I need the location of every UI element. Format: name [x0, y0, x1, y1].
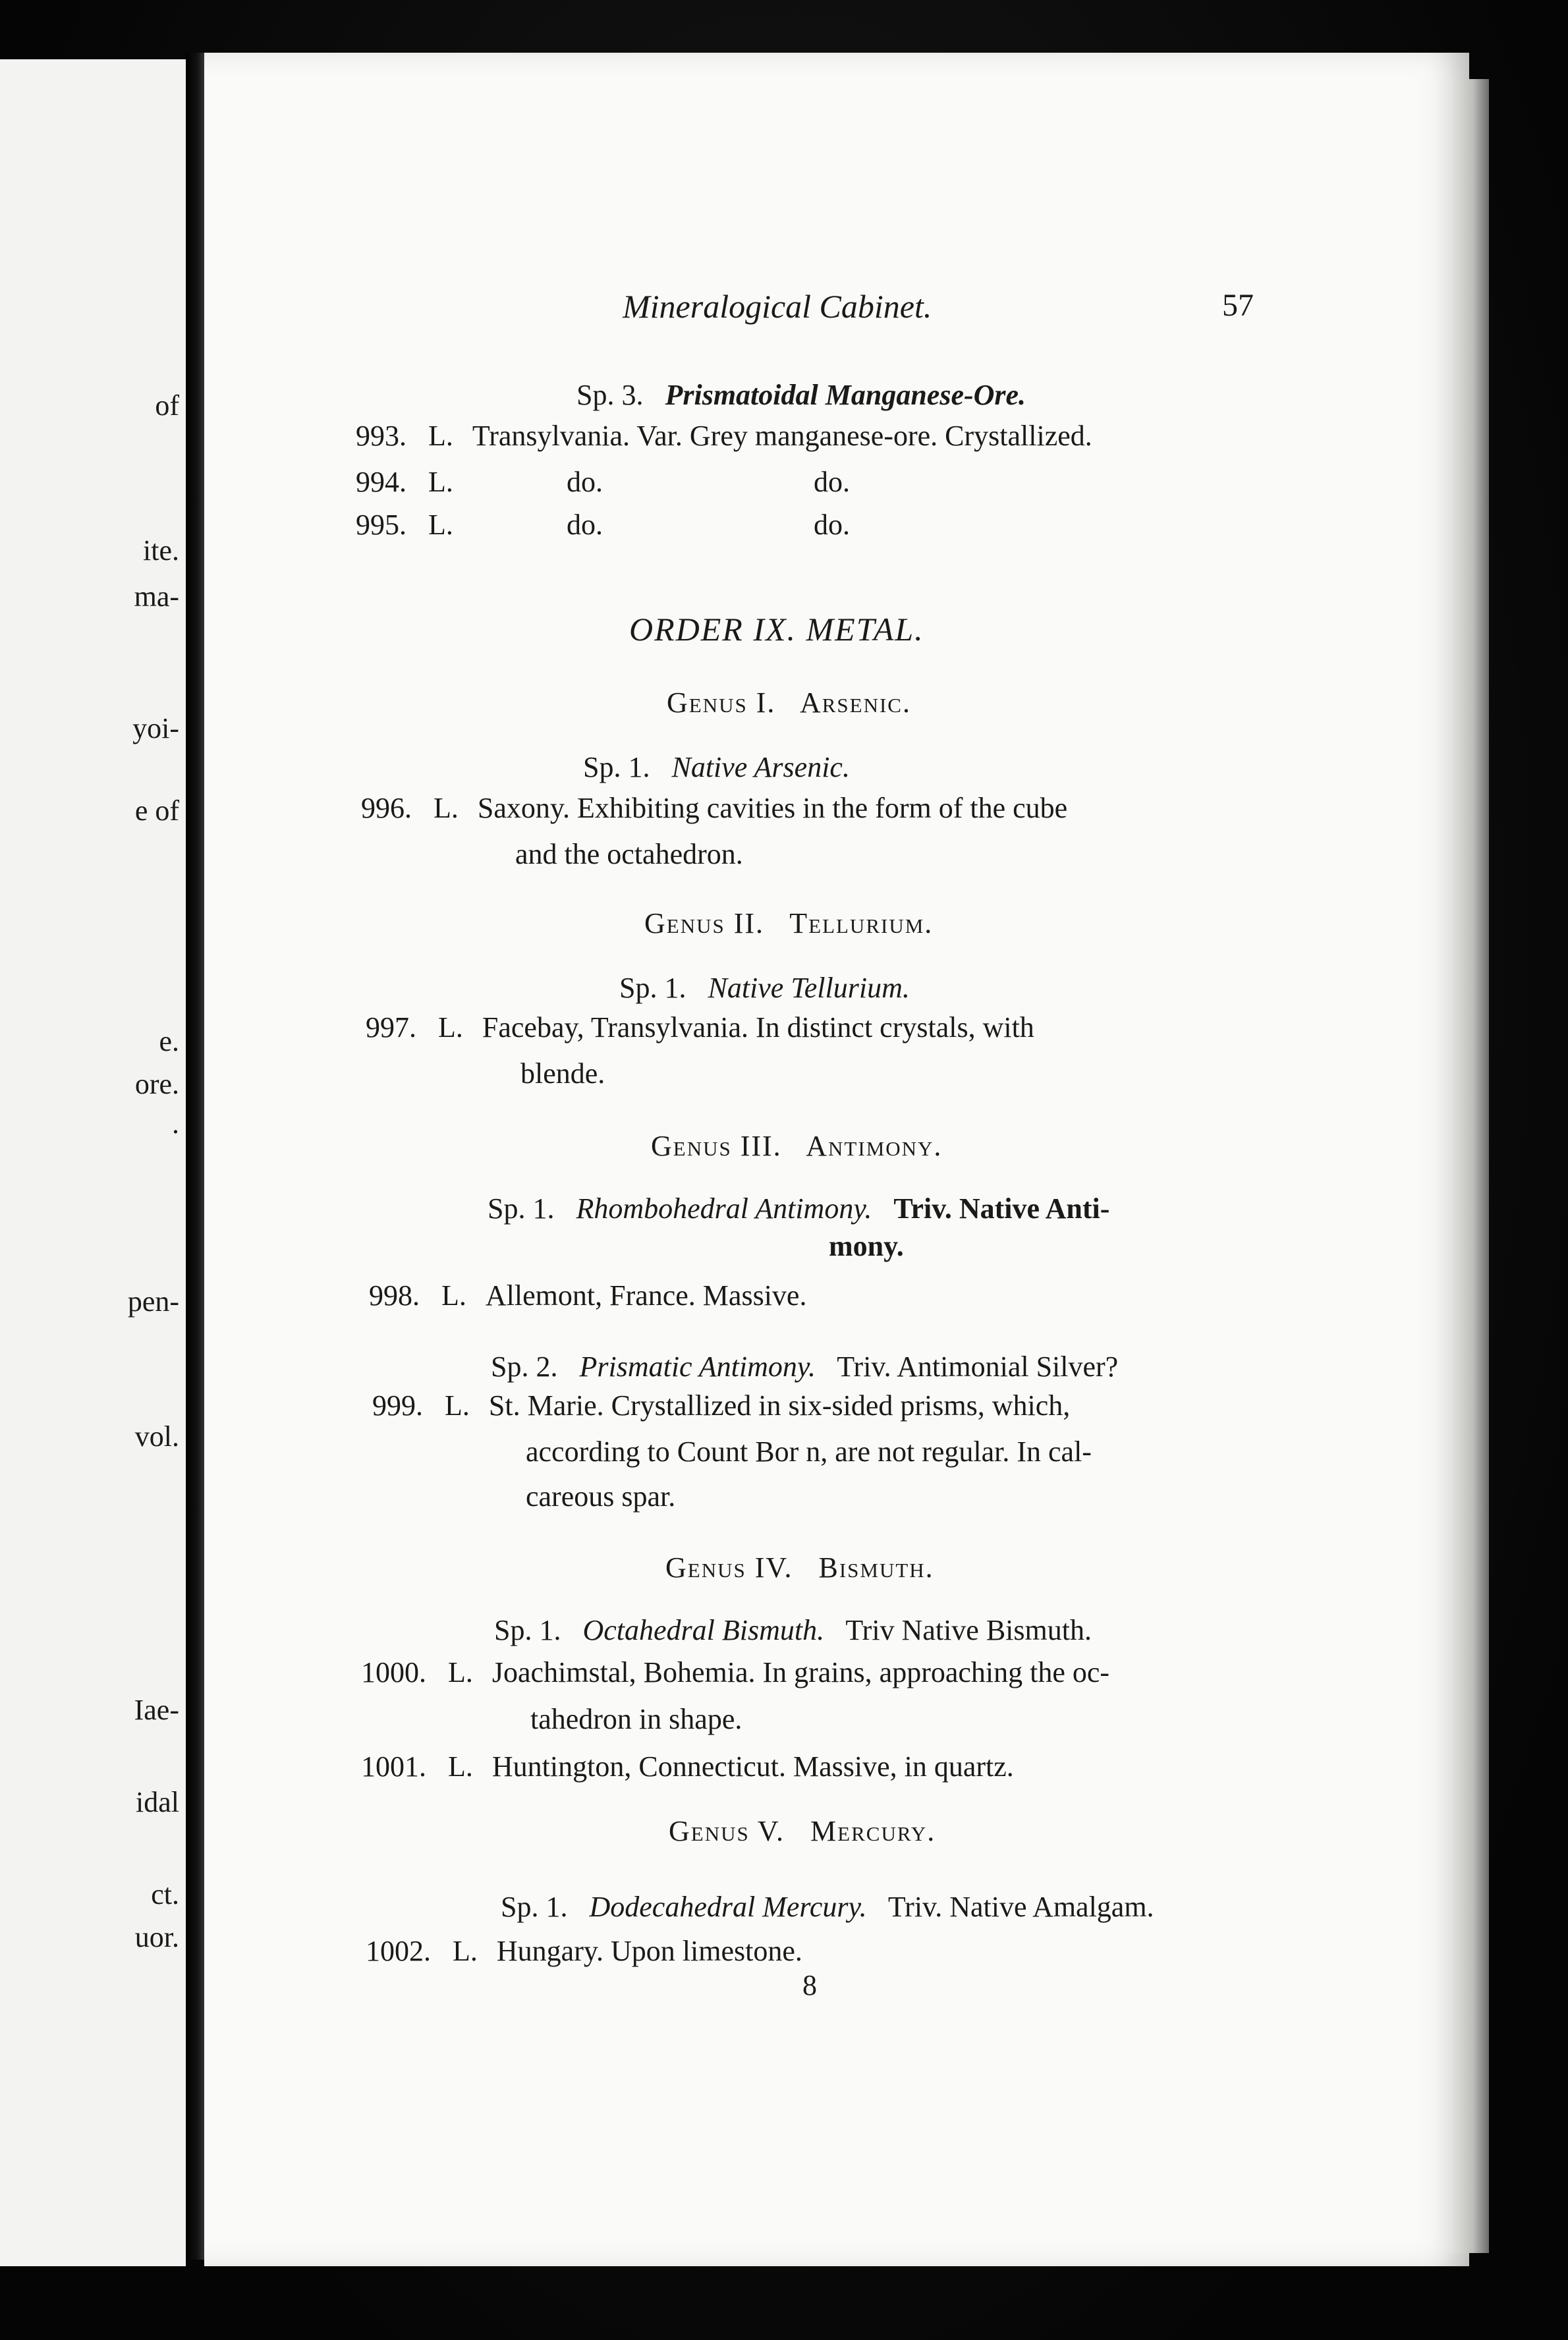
catalogue-entry [366, 1937, 802, 1966]
left-fragment: vol. [134, 1420, 179, 1453]
entry-text: Transylvania. Var. Grey manganese-ore. Crystallized. [472, 420, 1092, 452]
genus-heading [651, 1132, 942, 1161]
trivial-name: Triv Native Bismuth. [845, 1614, 1092, 1646]
entry-locality-code: L. [428, 420, 453, 452]
entry-number: 997. [366, 1011, 416, 1044]
entry-locality-code: L. [428, 466, 453, 498]
ditto-variety: do. [814, 509, 850, 541]
entry-locality-code: L. [441, 1279, 466, 1312]
left-fragment: e. [159, 1025, 179, 1057]
species-heading [576, 372, 1026, 418]
catalogue-entry [372, 1391, 1070, 1420]
entry-locality-code: L. [428, 509, 453, 541]
genus-heading [667, 688, 911, 717]
species-number: Sp. 1. [488, 1192, 555, 1225]
species-number: Sp. 1. [619, 972, 686, 1004]
catalogue-entry [356, 422, 1092, 451]
catalogue-entry [361, 794, 1067, 823]
catalogue-entry [369, 1281, 806, 1310]
species-name: Prismatoidal Manganese-Ore. [665, 379, 1026, 411]
species-heading [491, 1344, 1118, 1390]
species-name: Rhombohedral Antimony. [576, 1192, 872, 1225]
left-fragment: yoi- [132, 712, 179, 744]
entry-text: Allemont, France. Massive. [485, 1279, 807, 1312]
entry-locality-code: L. [445, 1389, 470, 1422]
genus-name: Arsenic. [799, 686, 911, 719]
entry-number: 1001. [361, 1750, 426, 1783]
ditto-place: do. [567, 509, 603, 541]
entry-text: Hungary. Upon limestone. [496, 1935, 802, 1967]
species-name: Octahedral Bismuth. [582, 1614, 825, 1646]
genus-number: Genus V. [669, 1815, 785, 1847]
left-fragment: ct. [151, 1878, 179, 1910]
entry-locality-code: L. [448, 1750, 473, 1783]
catalogue-entry [356, 511, 453, 540]
trivial-name: Triv. Native Anti- [893, 1192, 1110, 1225]
left-fragment: pen- [127, 1285, 179, 1318]
entry-locality-code: L. [448, 1656, 473, 1688]
genus-number: Genus III. [651, 1130, 782, 1162]
species-heading [501, 1884, 1154, 1930]
species-number: Sp. 1. [583, 751, 650, 783]
entry-number: 998. [369, 1279, 420, 1312]
species-name: Dodecahedral Mercury. [589, 1891, 867, 1923]
entry-text: Huntington, Connecticut. Massive, in quartz. [491, 1750, 1014, 1783]
catalogue-entry [366, 1013, 1034, 1042]
genus-number: Genus I. [667, 686, 776, 719]
left-fragment: ite. [143, 534, 179, 567]
trivial-name: Triv. Native Amalgam. [887, 1891, 1154, 1923]
genus-heading [665, 1553, 934, 1582]
left-fragment: ore. [134, 1068, 179, 1100]
catalogue-entry [361, 1658, 1109, 1687]
entry-continuation: careous spar. [526, 1480, 676, 1513]
running-title: Mineralogical Cabinet. [623, 288, 932, 325]
ditto-variety: do. [814, 466, 850, 498]
trivial-name-continuation: mony. [829, 1230, 904, 1262]
entry-continuation: blende. [520, 1057, 605, 1090]
entry-text: St. Marie. Crystallized in six-sided prisms, which, [488, 1389, 1071, 1422]
entry-number: 1000. [361, 1656, 426, 1688]
catalogue-entry [361, 1752, 1014, 1781]
entry-text: Facebay, Transylvania. In distinct crystals, with [482, 1011, 1034, 1044]
page-number: 57 [1222, 288, 1254, 323]
order-heading: ORDER IX. METAL. [629, 611, 924, 648]
genus-number: Genus IV. [665, 1551, 793, 1584]
left-fragment: . [172, 1107, 179, 1140]
entry-number: 999. [372, 1389, 423, 1422]
species-number: Sp. 2. [491, 1351, 558, 1383]
entry-number: 995. [356, 509, 406, 541]
entry-locality-code: L. [434, 792, 459, 824]
left-fragment: idal [136, 1786, 179, 1818]
entry-text: Saxony. Exhibiting cavities in the form of the cube [477, 792, 1068, 824]
entry-continuation: tahedron in shape. [530, 1703, 742, 1735]
species-number: Sp. 1. [494, 1614, 561, 1646]
species-heading [488, 1186, 1109, 1232]
entry-number: 1002. [366, 1935, 431, 1967]
genus-name: Bismuth. [818, 1551, 934, 1584]
species-heading [494, 1607, 1092, 1654]
genus-heading [669, 1817, 936, 1846]
trivial-name: Triv. Antimonial Silver? [837, 1351, 1119, 1383]
entry-number: 993. [356, 420, 406, 452]
entry-locality-code: L. [438, 1011, 463, 1044]
book-gutter [186, 53, 204, 2260]
ditto-place: do. [567, 466, 603, 498]
genus-name: Antimony. [806, 1130, 943, 1162]
left-fragment: Iae- [134, 1694, 179, 1726]
entry-continuation: according to Count Bor n, are not regular. In cal- [526, 1435, 1092, 1468]
genus-heading [644, 909, 933, 938]
entry-number: 996. [361, 792, 412, 824]
genus-number: Genus II. [644, 907, 765, 939]
genus-name: Tellurium. [789, 907, 934, 939]
left-page-edge [0, 59, 186, 2266]
left-fragment: of [155, 389, 179, 422]
entry-continuation: and the octahedron. [515, 838, 743, 870]
entry-locality-code: L. [453, 1935, 478, 1967]
species-number: Sp. 1. [501, 1891, 568, 1923]
page-edge-shadow [1449, 79, 1489, 2253]
species-heading [619, 965, 910, 1011]
genus-name: Mercury. [810, 1815, 936, 1847]
catalogue-entry [356, 468, 453, 497]
entry-text: Joachimstal, Bohemia. In grains, approaching the oc- [491, 1656, 1110, 1688]
signature-mark: 8 [802, 1969, 817, 2001]
species-name: Native Tellurium. [708, 972, 910, 1004]
species-number: Sp. 3. [576, 379, 644, 411]
species-heading [583, 744, 850, 791]
species-name: Prismatic Antimony. [579, 1351, 816, 1383]
entry-number: 994. [356, 466, 406, 498]
species-name: Native Arsenic. [671, 751, 850, 783]
left-fragment: e of [134, 794, 179, 827]
left-fragment: ma- [134, 580, 179, 613]
left-fragment: uor. [134, 1921, 179, 1953]
